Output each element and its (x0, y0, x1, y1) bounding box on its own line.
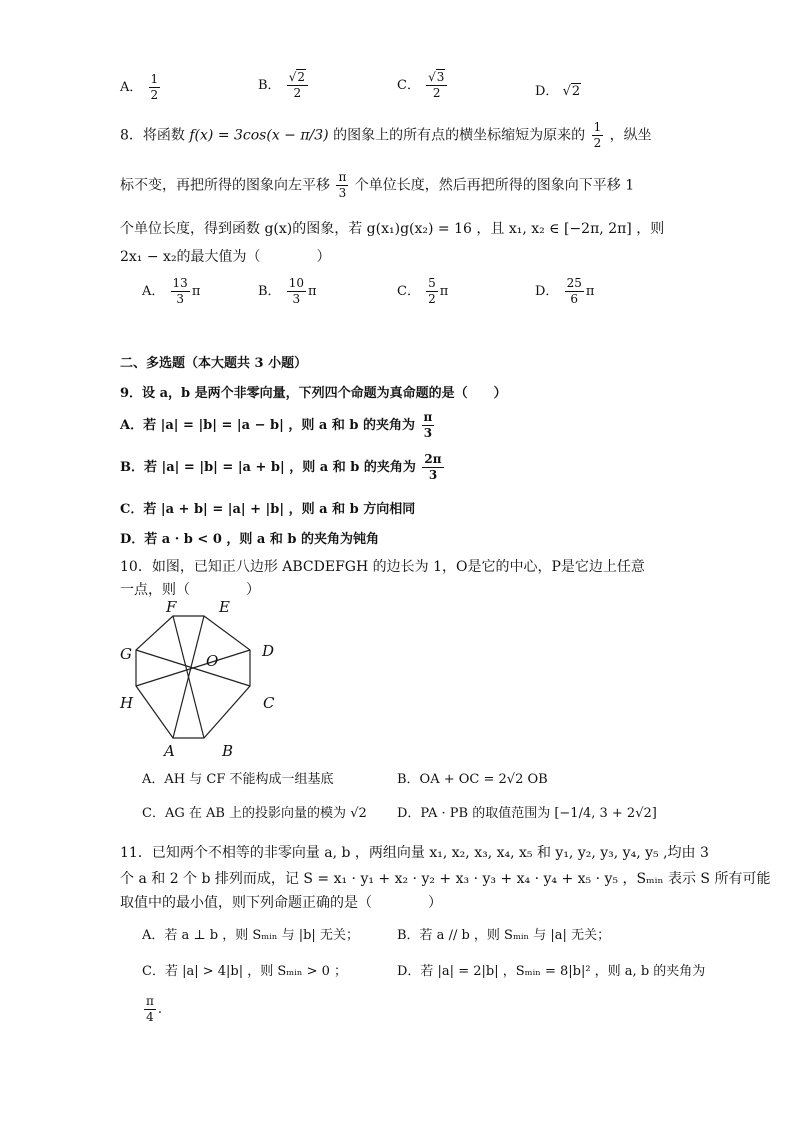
denominator: 2 (593, 136, 602, 150)
option-label: D． (535, 284, 559, 299)
option-label: C． (397, 78, 420, 93)
q7-option-a (120, 72, 162, 103)
pi-symbol: π (585, 284, 595, 299)
option-text: B．若 |a| = |b| = |a + b| ，则 a 和 b 的夹角为 (120, 460, 416, 475)
q9-option-c: C．若 |a + b| = |a| + |b| ，则 a 和 b 方向相同 (120, 502, 416, 517)
denominator: 4 (146, 1010, 154, 1024)
denominator: 3 (292, 292, 301, 306)
radicand: 2 (571, 84, 581, 99)
q8-option-b (258, 276, 317, 307)
q11-line-3: 取值中的最小值，则下列命题正确的是（ ） (120, 895, 442, 911)
q8-prefix: 8．将函数 (120, 127, 185, 144)
vertex-label-f: F (166, 598, 177, 616)
section-title: 二、多选题（本大题共 3 小题） (120, 356, 308, 371)
fraction (171, 276, 190, 307)
option-label: D． (535, 84, 559, 99)
pi-symbol: π (439, 284, 449, 299)
fraction (592, 120, 604, 151)
octagon-figure (110, 598, 290, 758)
q10-option-c: C．AG 在 AB 上的投影向量的模为 √2 (142, 806, 367, 821)
option-text: A．若 |a| = |b| = |a − b| ，则 a 和 b 的夹角为 (120, 418, 415, 433)
q8-line-1 (120, 120, 652, 151)
numerator: 5 (428, 276, 436, 290)
q10-line-1: 10．如图，已知正八边形 ABCDEFGH 的边长为 1，O是它的中心，P是它边上任意 (120, 559, 645, 575)
fraction (565, 276, 584, 307)
q8-option-d (535, 276, 594, 307)
denominator: 2 (432, 86, 441, 100)
vertex-label-g: G (120, 645, 132, 663)
fraction (287, 70, 308, 101)
denominator: 6 (570, 292, 579, 306)
numerator: 1 (593, 120, 602, 134)
numerator: π (423, 410, 433, 424)
q10-line-2: 一点，则（ ） (120, 582, 260, 598)
q11-line-1: 11．已知两个不相等的非零向量 a, b ，两组向量 x₁, x₂, x₃, x₄, x₅ 和 y₁, y₂, y₃, y₄, y₅ ,均由 3 (120, 845, 709, 861)
radicand: 3 (436, 70, 445, 84)
radicand: 2 (297, 70, 305, 84)
q8-text: 的图象上的所有点的横坐标缩短为原来的 (333, 127, 586, 144)
denominator: 2 (428, 292, 436, 306)
q10-option-a: A．AH 与 CF 不能构成一组基底 (142, 772, 334, 787)
vertex-label-h: H (120, 694, 134, 712)
q11-option-b: B．若 a // b ，则 Sₘᵢₙ 与 |a| 无关； (397, 928, 611, 943)
fraction (149, 72, 161, 103)
q11-option-d: D．若 |a| = 2|b| ，Sₘᵢₙ = 8|b|² ，则 a, b 的夹角为 (397, 964, 706, 979)
q9-option-a (120, 410, 436, 441)
fraction (422, 410, 435, 441)
q11-line-2: 个 a 和 2 个 b 排列而成，记 S = x₁ · y₁ + x₂ · y₂ + x₃ · y₃ + x₄ · y₄ + x₅ · y₅ ，Sₘᵢₙ 表示 S 所有可能 (120, 871, 771, 887)
q9-stem: 9．设 a，b 是两个非零向量，下列四个命题为真命题的是（ ） (120, 386, 507, 401)
numerator: 10 (288, 276, 304, 290)
fraction (287, 276, 306, 307)
pi-symbol: π (191, 284, 201, 299)
q7-option-d: D． √2 (535, 84, 581, 99)
denominator: 3 (338, 186, 347, 200)
vertex-label-e: E (219, 598, 230, 616)
period: . (157, 1002, 163, 1017)
denominator: 2 (150, 88, 159, 102)
denominator: 3 (176, 292, 184, 306)
option-label: B． (258, 78, 281, 93)
numerator: 2π (424, 452, 442, 466)
octagon-outline (136, 616, 250, 738)
vertex-label-c: C (263, 694, 275, 712)
numerator: √3 (426, 70, 447, 86)
q9-option-d: D．若 a · b < 0 ，则 a 和 b 的夹角为钝角 (120, 532, 380, 547)
vertex-label-b: B (222, 742, 234, 758)
center-label-o: O (206, 652, 219, 670)
denominator: 2 (293, 86, 302, 100)
vertex-label-d: D (262, 642, 275, 660)
numerator: π (146, 994, 154, 1008)
fraction (422, 452, 443, 483)
option-label: B． (258, 284, 281, 299)
pi-symbol: π (307, 284, 317, 299)
q11-option-c: C．若 |a| > 4|b| ，则 Sₘᵢₙ > 0 ； (142, 964, 348, 979)
q8-option-a (142, 276, 200, 307)
q8-function: f(x) = 3cos(x − π/3) (189, 127, 329, 144)
range-interval: [−1/4, 3 + 2√2] (554, 806, 657, 821)
q9-option-b (120, 452, 446, 483)
option-label: C． (397, 284, 420, 299)
denominator: 3 (423, 426, 433, 440)
q8-line-2 (120, 170, 634, 201)
q8-line-3: 个单位长度，得到函数 g(x)的图象，若 g(x₁)g(x₂) = 16 ，且 x₁, x₂ ∈ [−2π, 2π] ，则 (120, 221, 665, 237)
numerator: π (338, 170, 347, 184)
q8-text: 个单位长度，然后再把所得的图象向下平移 1 (354, 177, 635, 194)
denominator: 3 (428, 468, 438, 482)
q7-option-b (258, 70, 310, 101)
numerator: 25 (566, 276, 582, 290)
fraction (426, 276, 438, 307)
option-text: D．PA · PB 的取值范围为 (397, 806, 551, 821)
numerator: √2 (287, 70, 308, 86)
q10-option-d (397, 802, 657, 821)
fraction (426, 70, 447, 101)
q8-line-4: 2x₁ − x₂的最大值为（ ） (120, 249, 331, 265)
numerator: 13 (172, 276, 188, 290)
fraction (144, 994, 156, 1025)
q8-text-end: ，纵坐 (609, 127, 652, 144)
fraction (336, 170, 348, 201)
q8-option-c (397, 276, 448, 307)
option-label: A． (120, 80, 143, 95)
vertex-label-a: A (164, 742, 175, 758)
q11-option-a: A．若 a ⊥ b ，则 Sₘᵢₙ 与 |b| 无关； (142, 928, 359, 943)
q10-option-b: B．OA + OC = 2√2 OB (397, 772, 548, 787)
option-label: A． (142, 284, 165, 299)
q7-option-c (397, 70, 449, 101)
numerator: 1 (150, 72, 159, 86)
q8-text: 标不变，再把所得的图象向左平移 (120, 177, 330, 194)
q11-option-d-tail (142, 994, 162, 1025)
